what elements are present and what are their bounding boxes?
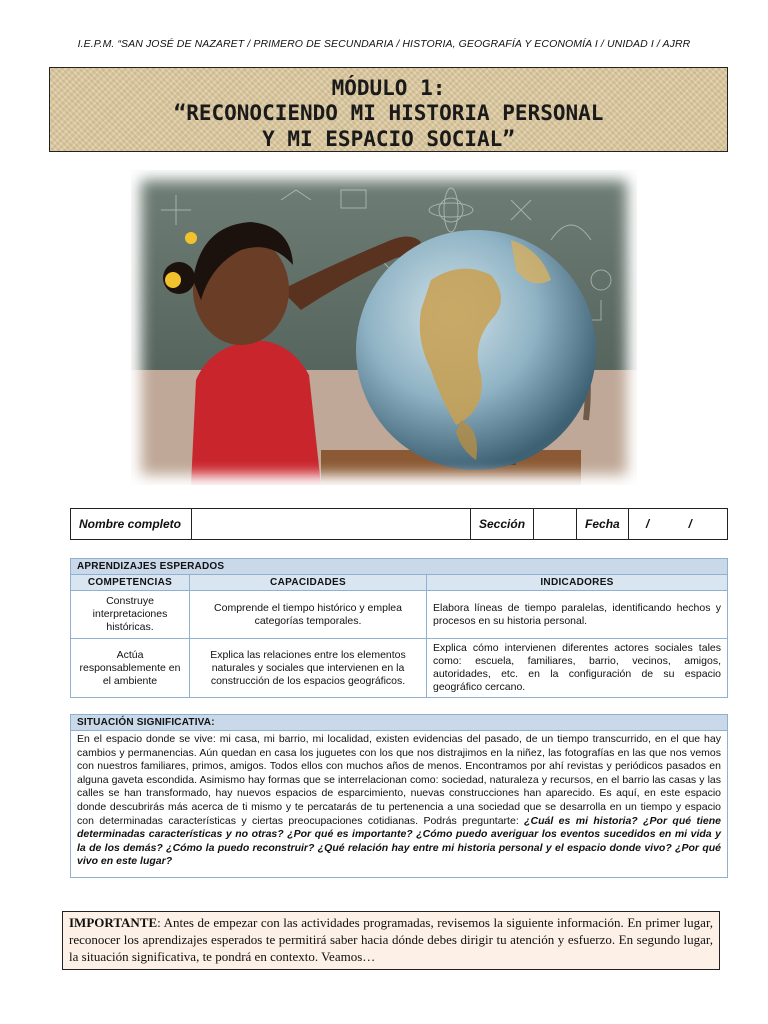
- capacidad-cell: Explica las relaciones entre los elementos naturales y sociales que intervienen en la construcción de los espacios geográficos.: [190, 639, 427, 698]
- importante-text: : Antes de empezar con las actividades programadas, revisemos la siguiente información. En primer lugar, reconocer los aprendizajes esperados te permitirá saber hacia dónde debes dirigir tu atención y esfuerzo. En segundo lugar, la situación significativa, te pondrá en contexto. Veamos…: [69, 915, 713, 964]
- aprendizajes-title: APRENDIZAJES ESPERADOS: [71, 559, 728, 575]
- column-capacidades: CAPACIDADES: [190, 575, 427, 591]
- date-label: Fecha: [577, 509, 629, 540]
- module-title-box: [49, 67, 728, 152]
- name-field[interactable]: [192, 509, 471, 540]
- aprendizajes-table: [70, 558, 728, 698]
- situacion-table: [70, 714, 728, 878]
- indicador-cell: Elabora líneas de tiempo paralelas, identificando hechos y procesos en su historia personal.: [427, 591, 728, 639]
- document-header: I.E.P.M. “SAN JOSÉ DE NAZARET / PRIMERO DE SECUNDARIA / HISTORIA, GEOGRAFÍA Y ECONOMÍA I / UNIDAD I / AJRR: [77, 38, 691, 50]
- section-field[interactable]: [534, 509, 577, 540]
- situacion-questions: ¿Cuál es mi historia? ¿Por qué tiene determinadas características y no otras? ¿Por qué es importante? ¿Cómo puedo averiguar los eventos sucedidos en mi vida y la de los demás? ¿Cómo la puedo reconstruir? ¿Qué relación hay entre mi historia personal y el espacio donde vivo? ¿Por qué vivo en este lugar?: [77, 814, 721, 868]
- student-info-table: [70, 508, 728, 540]
- column-competencias: COMPETENCIAS: [71, 575, 190, 591]
- column-indicadores: INDICADORES: [427, 575, 728, 591]
- module-title-line3: Y MI ESPACIO SOCIAL”: [262, 127, 515, 151]
- module-title-line1: MÓDULO 1:: [331, 76, 446, 100]
- situacion-text: En el espacio donde se vive: mi casa, mi barrio, mi localidad, existen evidencias del pasado, de un tiempo transcurrido, en el que hay cambios y permanencias. Aún quedan en casa los juguetes con los que nos distrajimos en la niñez, las fotografías en las que nos vemos con nuestros familiares, primos, amigos. Todos ellos con muchos años de menos. Encontramos por ahí revistas y periódicos pasados en alguna gaveta escondida. Asimismo hay formas que se interrelacionan como: sociedad, naturaleza y recursos, en el barrio las casas y las calles se han transformado, hay nuevos espacios de esparcimiento, nuevas construcciones han aparecido. Es aquí, en este espacio donde descubrirás más acerca de ti mismo y te percatarás de tu pertenencia a una sociedad que se desarrolla en un tiempo y espacio con determinadas características y ciertas preocupaciones cotidianas. Podrás preguntarte:: [77, 733, 721, 827]
- indicador-cell: Explica cómo intervienen diferentes actores sociales tales como: escuela, familiares, barrio, vecinos, amigos, autoridades, etc. en la configuración de su espacio geográfico cercano.: [427, 639, 728, 698]
- situacion-title: SITUACIÓN SIGNIFICATIVA:: [71, 715, 728, 731]
- competencia-cell: Actúa responsablemente en el ambiente: [71, 639, 190, 698]
- capacidad-cell: Comprende el tiempo histórico y emplea categorías temporales.: [190, 591, 427, 639]
- table-row: [71, 639, 728, 698]
- importante-label: IMPORTANTE: [69, 915, 158, 930]
- date-field[interactable]: / /: [628, 509, 727, 540]
- table-row: [71, 591, 728, 639]
- module-title-line2: “RECONOCIENDO MI HISTORIA PERSONAL: [173, 101, 604, 125]
- importante-box: [62, 911, 720, 970]
- section-label: Sección: [471, 509, 534, 540]
- name-label: Nombre completo: [71, 509, 192, 540]
- competencia-cell: Construye interpretaciones históricas.: [71, 591, 190, 639]
- situacion-body: [71, 731, 728, 878]
- girl-with-globe-photo: [131, 170, 637, 485]
